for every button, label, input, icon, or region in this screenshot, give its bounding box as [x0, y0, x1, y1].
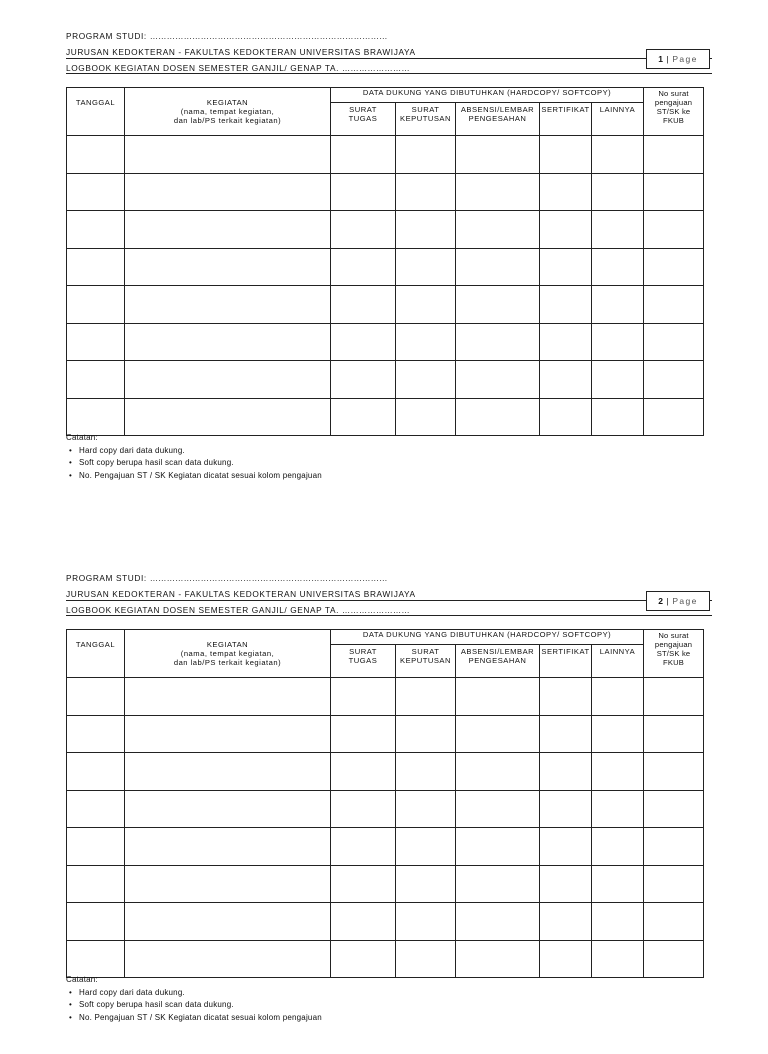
page-number: 1 [658, 54, 664, 64]
table-row [67, 173, 704, 211]
logbook-title-line [66, 605, 410, 615]
subheader-surat-tugas: SURAT TUGAS [331, 103, 396, 136]
col-header-tanggal: TANGGAL [67, 88, 125, 136]
notes-list [66, 987, 322, 1025]
page-number-box [646, 49, 710, 69]
notes-section [66, 974, 322, 1024]
table-row [67, 903, 704, 941]
logbook-title-dots: …………………… [341, 605, 410, 615]
table-row [67, 790, 704, 828]
notes-item: • No. Pengajuan ST / SK Kegiatan dicatat sesuai kolom pengajuan [79, 470, 322, 483]
col-header-tanggal: TANGGAL [67, 630, 125, 678]
program-studi-label: PROGRAM STUDI: [66, 573, 150, 583]
col-header-kegiatan: KEGIATAN (nama, tempat kegiatan, dan lab/PS terkait kegiatan) [125, 88, 331, 136]
col-header-no-surat: No surat pengajuan ST/SK ke FKUB [644, 630, 704, 678]
page-number: 2 [658, 596, 664, 606]
notes-item: • Hard copy dari data dukung. [79, 445, 322, 458]
logbook-title-line [66, 63, 410, 73]
logbook-table [66, 629, 704, 978]
table-row [67, 323, 704, 361]
col-header-data-dukung: DATA DUKUNG YANG DIBUTUHKAN (HARDCOPY/ SOFTCOPY) [331, 88, 644, 103]
col-header-kegiatan: KEGIATAN (nama, tempat kegiatan, dan lab/PS terkait kegiatan) [125, 630, 331, 678]
program-studi-dots: ………………………………………………………………………… [149, 573, 388, 583]
subheader-surat-keputusan: SURAT KEPUTUSAN [396, 645, 456, 678]
subheader-sertifikat: SERTIFIKAT [540, 645, 592, 678]
table-row [67, 286, 704, 324]
table-row [67, 398, 704, 436]
logbook-page-2 [0, 542, 768, 1054]
table-row [67, 211, 704, 249]
header-rule-bottom [66, 73, 712, 74]
page-word: Page [672, 596, 698, 606]
table-row [67, 136, 704, 174]
header-rule-top [66, 600, 712, 601]
notes-title: Catatan: [66, 975, 98, 984]
logbook-page-1 [0, 0, 768, 512]
program-studi-dots: ………………………………………………………………………… [149, 31, 388, 41]
logbook-title-label: LOGBOOK KEGIATAN DOSEN SEMESTER GANJIL/ GENAP TA. [66, 605, 342, 615]
program-studi-line [66, 573, 388, 583]
jurusan-line: JURUSAN KEDOKTERAN - FAKULTAS KEDOKTERAN UNIVERSITAS BRAWIJAYA [66, 589, 416, 599]
subheader-absensi: ABSENSI/LEMBAR PENGESAHAN [456, 103, 540, 136]
logbook-title-label: LOGBOOK KEGIATAN DOSEN SEMESTER GANJIL/ GENAP TA. [66, 63, 342, 73]
subheader-lainnya: LAINNYA [592, 645, 644, 678]
notes-list [66, 445, 322, 483]
notes-item: • Hard copy dari data dukung. [79, 987, 322, 1000]
page-separator: | [666, 596, 670, 606]
header-rule-top [66, 58, 712, 59]
subheader-absensi: ABSENSI/LEMBAR PENGESAHAN [456, 645, 540, 678]
notes-section [66, 432, 322, 482]
table-row [67, 828, 704, 866]
logbook-table [66, 87, 704, 436]
col-header-data-dukung: DATA DUKUNG YANG DIBUTUHKAN (HARDCOPY/ SOFTCOPY) [331, 630, 644, 645]
page-separator: | [666, 54, 670, 64]
notes-item: • No. Pengajuan ST / SK Kegiatan dicatat sesuai kolom pengajuan [79, 1012, 322, 1025]
subheader-lainnya: LAINNYA [592, 103, 644, 136]
col-header-no-surat: No surat pengajuan ST/SK ke FKUB [644, 88, 704, 136]
page-number-box [646, 591, 710, 611]
jurusan-line: JURUSAN KEDOKTERAN - FAKULTAS KEDOKTERAN UNIVERSITAS BRAWIJAYA [66, 47, 416, 57]
subheader-surat-tugas: SURAT TUGAS [331, 645, 396, 678]
subheader-sertifikat: SERTIFIKAT [540, 103, 592, 136]
table-row [67, 248, 704, 286]
header-rule-bottom [66, 615, 712, 616]
table-row [67, 361, 704, 399]
page-word: Page [672, 54, 698, 64]
notes-title: Catatan: [66, 433, 98, 442]
table-row [67, 678, 704, 716]
subheader-surat-keputusan: SURAT KEPUTUSAN [396, 103, 456, 136]
table-row [67, 940, 704, 978]
logbook-title-dots: …………………… [341, 63, 410, 73]
notes-item: • Soft copy berupa hasil scan data dukung. [79, 457, 322, 470]
notes-item: • Soft copy berupa hasil scan data dukung. [79, 999, 322, 1012]
table-row [67, 865, 704, 903]
table-row [67, 753, 704, 791]
program-studi-label: PROGRAM STUDI: [66, 31, 150, 41]
program-studi-line [66, 31, 388, 41]
table-row [67, 715, 704, 753]
